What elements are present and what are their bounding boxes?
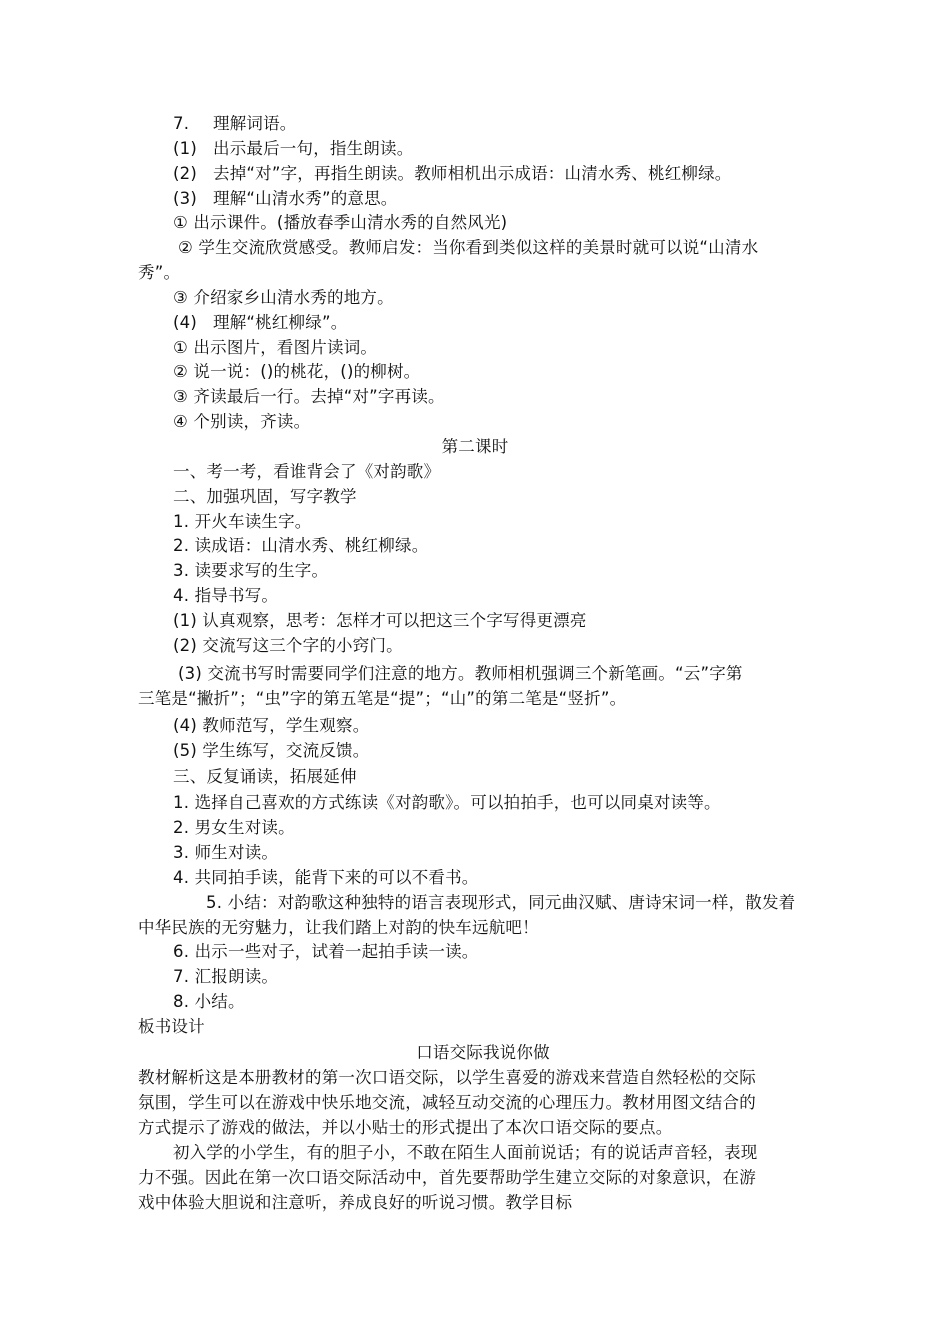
text-line: ① 出示课件。(播放春季山清水秀的自然风光) [173, 213, 508, 232]
text-line: 戏中体验大胆说和注意听，养成良好的听说习惯。教学目标 [138, 1193, 573, 1212]
text-line: 5. 小结：对韵歌这种独特的语言表现形式，同元曲汉赋、唐诗宋词一样，散发着 [206, 893, 796, 912]
item-number: (3) [173, 189, 197, 208]
item-text: 出示最后一句，指生朗读。 [213, 139, 414, 158]
text-line: 6. 出示一些对子，试着一起拍手读一读。 [173, 942, 479, 961]
item-number: (1) [173, 139, 197, 158]
text-line: 三笔是“撇折”；“虫”字的第五笔是“提”；“山”的第二笔是“竖折”。 [138, 689, 627, 708]
list-item [173, 138, 413, 160]
text-line: 初入学的小学生，有的胆子小，不敢在陌生人面前说话；有的说话声音轻，表现 [173, 1143, 758, 1162]
text-line: 4. 共同拍手读，能背下来的可以不看书。 [173, 868, 479, 887]
item-text: 理解“山清水秀”的意思。 [213, 189, 398, 208]
text-line: 8. 小结。 [173, 992, 245, 1011]
text-line: 二、加强巩固，写字教学 [173, 487, 357, 506]
item-text: 理解词语。 [213, 114, 297, 133]
text-line: 2. 读成语：山清水秀、桃红柳绿。 [173, 536, 429, 555]
text-line: 3. 读要求写的生字。 [173, 561, 329, 580]
list-item [173, 312, 347, 334]
text-line: 教材解析这是本册教材的第一次口语交际，以学生喜爱的游戏来营造自然轻松的交际 [138, 1068, 756, 1087]
text-line: 一、考一考，看谁背会了《对韵歌》 [173, 462, 441, 481]
list-item [173, 113, 297, 135]
text-line: 力不强。因此在第一次口语交际活动中，首先要帮助学生建立交际的对象意识，在游 [138, 1168, 756, 1187]
text-line: 4. 指导书写。 [173, 586, 279, 605]
item-text: 理解“桃红柳绿”。 [213, 313, 348, 332]
item-text: 去掉“对”字，再指生朗读。教师相机出示成语：山清水秀、桃红柳绿。 [213, 164, 732, 183]
text-line: 1. 开火车读生字。 [173, 512, 312, 531]
text-line: 氛围，学生可以在游戏中快乐地交流，减轻互动交流的心理压力。教材用图文结合的 [138, 1093, 756, 1112]
text-line: (4) 教师范写，学生观察。 [173, 716, 370, 735]
item-number: (4) [173, 313, 197, 332]
text-line: ③ 齐读最后一行。去掉“对”字再读。 [173, 387, 445, 406]
text-line: (3) 交流书写时需要同学们注意的地方。教师相机强调三个新笔画。“云”字第 [178, 664, 743, 683]
item-number: (2) [173, 164, 197, 183]
section-heading: 第二课时 [441, 437, 509, 456]
text-line: ② 说一说：()的桃花，()的柳树。 [173, 362, 421, 381]
text-line: 7. 汇报朗读。 [173, 967, 279, 986]
text-line: 方式提示了游戏的做法，并以小贴士的形式提出了本次口语交际的要点。 [138, 1118, 673, 1137]
text-line: ④ 个别读，齐读。 [173, 412, 311, 431]
text-line: ① 出示图片，看图片读词。 [173, 338, 378, 357]
text-line: ③ 介绍家乡山清水秀的地方。 [173, 288, 394, 307]
text-line: 板书设计 [138, 1017, 205, 1036]
list-item [173, 188, 398, 210]
text-line: 中华民族的无穷魅力，让我们踏上对韵的快车远航吧！ [138, 918, 539, 937]
list-item [173, 163, 732, 185]
text-line: 1. 选择自己喜欢的方式练读《对韵歌》。可以拍拍手，也可以同桌对读等。 [173, 793, 721, 812]
text-line: ② 学生交流欣赏感受。教师启发：当你看到类似这样的美景时就可以说“山清水 [178, 238, 759, 257]
text-line: (5) 学生练写，交流反馈。 [173, 741, 370, 760]
text-line: 3. 师生对读。 [173, 843, 279, 862]
item-number: 7. [173, 114, 190, 133]
text-line: (1) 认真观察，思考：怎样才可以把这三个字写得更漂亮 [173, 611, 587, 630]
text-line: (2) 交流写这三个字的小窍门。 [173, 636, 403, 655]
text-line: 三、反复诵读，拓展延伸 [173, 767, 357, 786]
text-line: 秀”。 [138, 263, 181, 282]
section-heading: 口语交际我说你做 [416, 1043, 550, 1062]
text-line: 2. 男女生对读。 [173, 818, 295, 837]
